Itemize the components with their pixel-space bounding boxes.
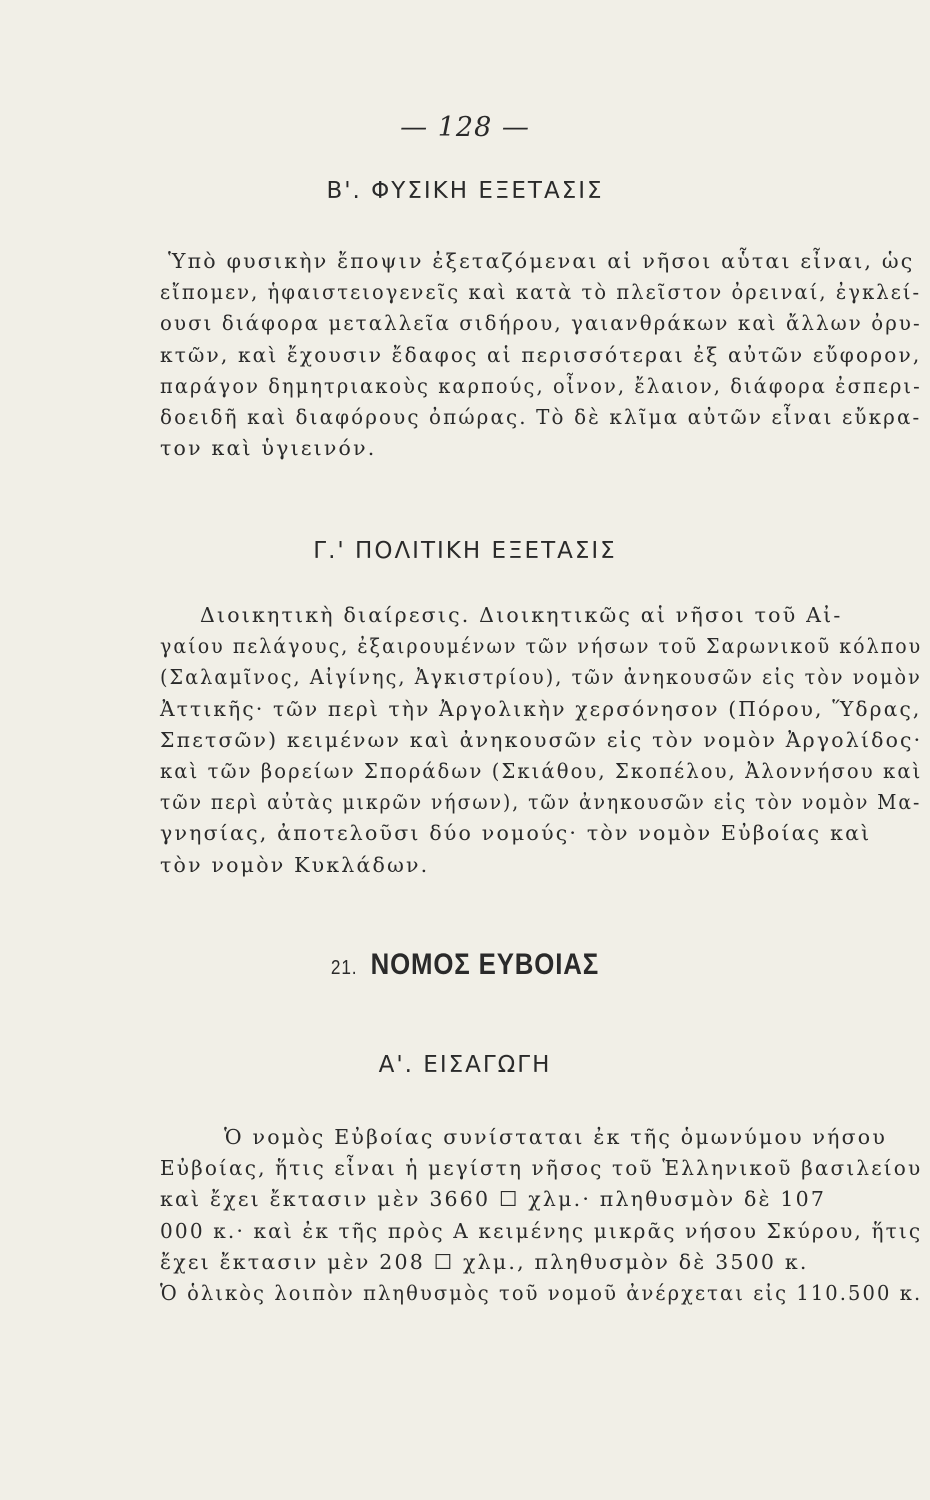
- text-line: καὶ ἔχει ἔκτασιν μὲν 3660 ☐ χλμ.· πληθυσμὸν δὲ 107: [160, 1187, 827, 1212]
- text-line: ἔχει ἔκτασιν μὲν 208 ☐ χλμ., πληθυσμὸν δὲ 3500 κ.: [160, 1249, 809, 1274]
- section-heading-introduction: Α'. ΕΙΣΑΓΩΓΗ: [378, 1052, 552, 1078]
- chapter-name: ΝΟΜΟΣ ΕΥΒΟΙΑΣ: [370, 948, 600, 981]
- section-heading-political: Γ.' ΠΟΛΙΤΙΚΗ ΕΞΕΤΑΣΙΣ: [313, 538, 617, 564]
- chapter-title: [65, 948, 865, 982]
- text-line: 000 κ.· καὶ ἐκ τῆς πρὸς Α κειμένης μικρᾶς νήσου Σκύρου, ἥτις: [160, 1218, 923, 1243]
- text-line: καὶ τῶν βορείων Σποράδων (Σκιάθου, Σκοπέλου, Ἀλοννήσου καὶ: [160, 758, 923, 783]
- text-line: δοειδῆ καὶ διαφόρους ὀπώρας. Τὸ δὲ κλῖμα αὐτῶν εἶναι εὔκρα-: [160, 404, 922, 429]
- text-line: ουσι διάφορα μεταλλεῖα σιδήρου, γαιανθράκων καὶ ἄλλων ὀρυ-: [160, 311, 922, 336]
- page-number: — 128 —: [400, 112, 530, 143]
- paragraph-physical: [160, 246, 930, 464]
- text-line: εἴπομεν, ἡφαιστειογενεῖς καὶ κατὰ τὸ πλεῖστον ὀρειναί, ἐγκλεί-: [160, 280, 922, 305]
- text-line: τῶν περὶ αὐτὰς μικρῶν νήσων), τῶν ἀνηκουσῶν εἰς τὸν νομὸν Μα-: [160, 790, 922, 815]
- paragraph-introduction: [160, 1122, 930, 1309]
- text-line: παράγον δημητριακοὺς καρπούς, οἶνον, ἔλαιον, διάφορα ἐσπερι-: [160, 373, 922, 398]
- text-line: τὸν νομὸν Κυκλάδων.: [160, 852, 430, 877]
- text-line: Ὑπὸ φυσικὴν ἔποψιν ἐξεταζόμεναι αἱ νῆσοι αὗται εἶναι, ὡς: [168, 249, 915, 273]
- text-line: (Σαλαμῖνος, Αἰγίνης, Ἀγκιστρίου), τῶν ἀνηκουσῶν εἰς τὸν νομὸν: [160, 665, 922, 690]
- section-heading-physical: Β'. ΦΥΣΙΚΗ ΕΞΕΤΑΣΙΣ: [326, 178, 604, 204]
- text-line: Εὐβοίας, ἥτις εἶναι ἡ μεγίστη νῆσος τοῦ Ἑλληνικοῦ βασιλείου: [160, 1156, 923, 1181]
- text-line: γαίου πελάγους, ἐξαιρουμένων τῶν νήσων τοῦ Σαρωνικοῦ κόλπου: [160, 634, 923, 659]
- paragraph-political: [160, 600, 930, 881]
- text-line: γνησίας, ἀποτελοῦσι δύο νομούς· τὸν νομὸν Εὐβοίας καὶ: [160, 821, 872, 846]
- text-line: Σπετσῶν) κειμένων καὶ ἀνηκουσῶν εἰς τὸν νομὸν Ἀργολίδος·: [160, 727, 923, 752]
- text-line: κτῶν, καὶ ἔχουσιν ἔδαφος αἱ περισσότεραι ἐξ αὐτῶν εὔφορον,: [160, 342, 922, 367]
- text-line: Ἀττικῆς· τῶν περὶ τὴν Ἀργολικὴν χερσόνησον (Πόρου, Ὕδρας,: [160, 696, 922, 721]
- text-line: Διοικητικὴ διαίρεσις. Διοικητικῶς αἱ νῆσοι τοῦ Αἰ-: [200, 603, 843, 627]
- text-line: Ὁ νομὸς Εὐβοίας συνίσταται ἐκ τῆς ὁμωνύμου νήσου: [224, 1125, 888, 1149]
- text-line: Ὁ ὁλικὸς λοιπὸν πληθυσμὸς τοῦ νομοῦ ἀνέρχεται εἰς 110.500 κ.: [160, 1280, 923, 1305]
- text-line: τον καὶ ὑγιεινόν.: [160, 436, 377, 461]
- chapter-number: 21.: [330, 957, 358, 979]
